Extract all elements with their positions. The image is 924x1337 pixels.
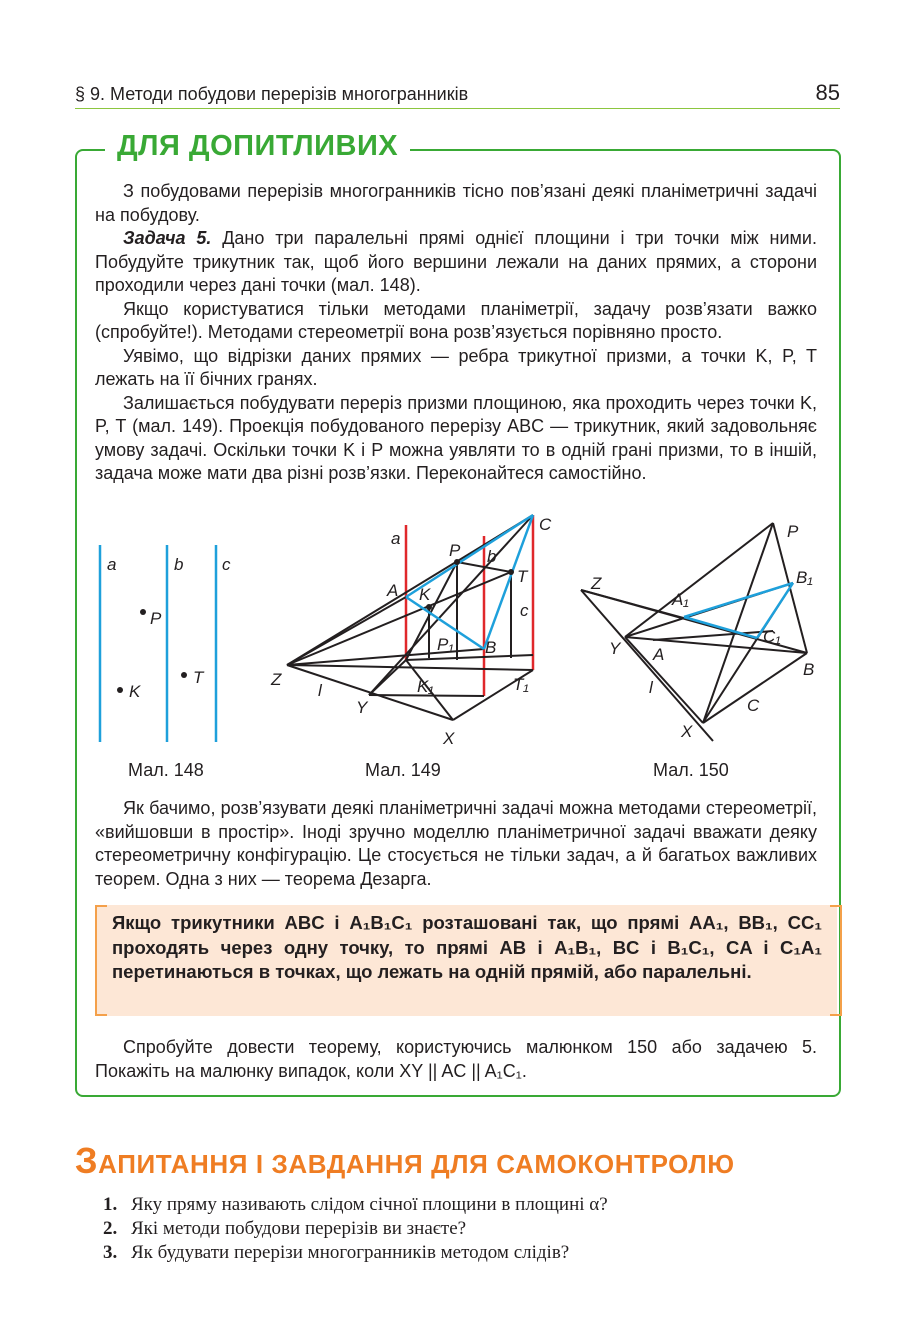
fig148-label-T: T (193, 668, 204, 687)
fig149-label-a: a (391, 529, 401, 548)
theorem-bracket-left (95, 905, 107, 1016)
theorem-text: Якщо трикутники ABC і A₁B₁C₁ розташовані так, що прямі AA₁, BB₁, CC₁ проходять через одну точку, то прямі AB і A₁B₁, BC і B₁C₁, CA і C₁A₁ перетинаються в точках, що лежать на одній прямій, або паралельні. (112, 912, 822, 982)
fig148-label-P: P (150, 609, 162, 628)
fig150-label-A: A (653, 645, 665, 664)
task-text: Дано три паралельні прямі однієї площини і три точки між ними. Побудуйте трикутник так, щоб його вершини лежали на даних прямих, а сторони проходили через дані точки (мал. 148). (95, 228, 817, 295)
box-text-bottom (95, 1036, 817, 1083)
question-number: 1. (103, 1194, 118, 1215)
paragraph-section: Залишається побудувати переріз призми площиною, яка проходить через точки K, P, T (мал. 149). Проекція побудованого перерізу ABC — трикутник, який задовольняє умову задачі. Оскільки точки K і P можна уявляти то в одній грані призми, то в іншій, задача може мати два різні розв’язки. Переконайтеся самостійно. (95, 392, 817, 483)
fig148-label-c: c (222, 555, 231, 574)
question-text: Які методи побудови перерізів ви знаєте? (131, 1218, 467, 1239)
fig150-label-P: P (787, 522, 799, 541)
fig150-label-Y: Y (609, 639, 621, 658)
figure-149 (265, 510, 565, 750)
box-text-middle (95, 797, 817, 891)
question-number: 2. (103, 1218, 118, 1239)
fig149-label-P1: P₁ (437, 635, 454, 654)
caption-fig149: Мал. 149 (365, 760, 441, 780)
section-title (75, 1140, 735, 1182)
fig150-label-C1: C₁ (763, 627, 781, 646)
fig150-label-C: C (747, 696, 760, 715)
question-1 (103, 1194, 608, 1216)
fig148-label-b: b (174, 555, 184, 574)
caption-fig148: Мал. 148 (128, 760, 204, 780)
caption-fig150: Мал. 150 (653, 760, 729, 780)
fig150-label-A1: A₁ (672, 590, 689, 609)
question-3 (103, 1242, 569, 1264)
fig149-label-P: P (449, 541, 461, 560)
fig149-label-C: C (539, 515, 552, 534)
question-text: Як будувати перерізи многогранників методом слідів? (131, 1242, 570, 1263)
fig149-label-K: K (419, 585, 431, 604)
fig148-label-K: K (129, 682, 141, 701)
box-text-top (95, 180, 817, 486)
fig149-label-A: A (387, 581, 399, 600)
chapter-title: § 9. Методи побудови перерізів многогранників (75, 84, 469, 104)
paragraph-prism: Уявімо, що відрізки даних прямих — ребра трикутної призми, а точки K, P, T лежать на її бічних гранях. (95, 345, 817, 389)
fig149-label-K1: K₁ (417, 677, 434, 696)
question-2 (103, 1218, 466, 1240)
paragraph-desargues-intro: Як бачимо, розв’язувати деякі планіметричні задачі можна методами стереометрії, «вийшовши в простір». Іноді зручно моделлю планіметричної задачі вважати деяку стереометричну конфігурацію. Це стосується не тільки задач, а й багатьох важливих теорем. Одна з них — теорема Дезарга. (95, 798, 817, 889)
paragraph-exercise: Спробуйте довести теорему, користуючись малюнком 150 або задачею 5. Покажіть на малюнку випадок, коли XY || AC || A₁C₁. (95, 1037, 817, 1081)
page-number: 85 (815, 80, 840, 105)
fig149-label-T1: T₁ (513, 675, 529, 694)
question-number: 3. (103, 1242, 118, 1263)
section-title-rest: АПИТАННЯ І ЗАВДАННЯ ДЛЯ САМОКОНТРОЛЮ (98, 1149, 735, 1179)
fig149-label-X: X (443, 729, 455, 748)
figure-148 (90, 540, 250, 750)
running-header (75, 80, 840, 109)
fig149-label-B: B (485, 638, 497, 657)
theorem-bracket-right (830, 905, 842, 1016)
task-label: Задача 5. (123, 228, 212, 248)
fig149-label-Y: Y (356, 698, 368, 717)
fig149-label-c: c (520, 601, 529, 620)
fig150-label-B1: B₁ (796, 568, 813, 587)
question-text: Яку пряму називають слідом січної площини в площині α? (131, 1194, 608, 1215)
fig150-label-X: X (681, 722, 693, 741)
paragraph-planimetry: Якщо користуватися тільки методами планіметрії, задачу розв’язати важко (спробуйте!). Методами стереометрії вона розв’язується порівняно просто. (95, 298, 817, 342)
fig150-label-Z: Z (591, 574, 602, 593)
curious-box-title: ДЛЯ ДОПИТЛИВИХ (105, 130, 410, 163)
figure-150 (575, 515, 835, 750)
fig149-label-T: T (517, 567, 528, 586)
fig148-label-a: a (107, 555, 117, 574)
fig149-label-b: b (487, 547, 497, 566)
fig150-label-B: B (803, 660, 815, 679)
fig149-label-Z: Z (271, 670, 282, 689)
section-title-initial: З (75, 1140, 99, 1181)
fig149-label-l: l (318, 681, 322, 700)
fig150-label-l: l (649, 678, 653, 697)
paragraph-intro: З побудовами перерізів многогранників тісно пов’язані деякі планіметричні задачі на побудову. (95, 181, 817, 225)
paragraph-task (95, 227, 817, 298)
